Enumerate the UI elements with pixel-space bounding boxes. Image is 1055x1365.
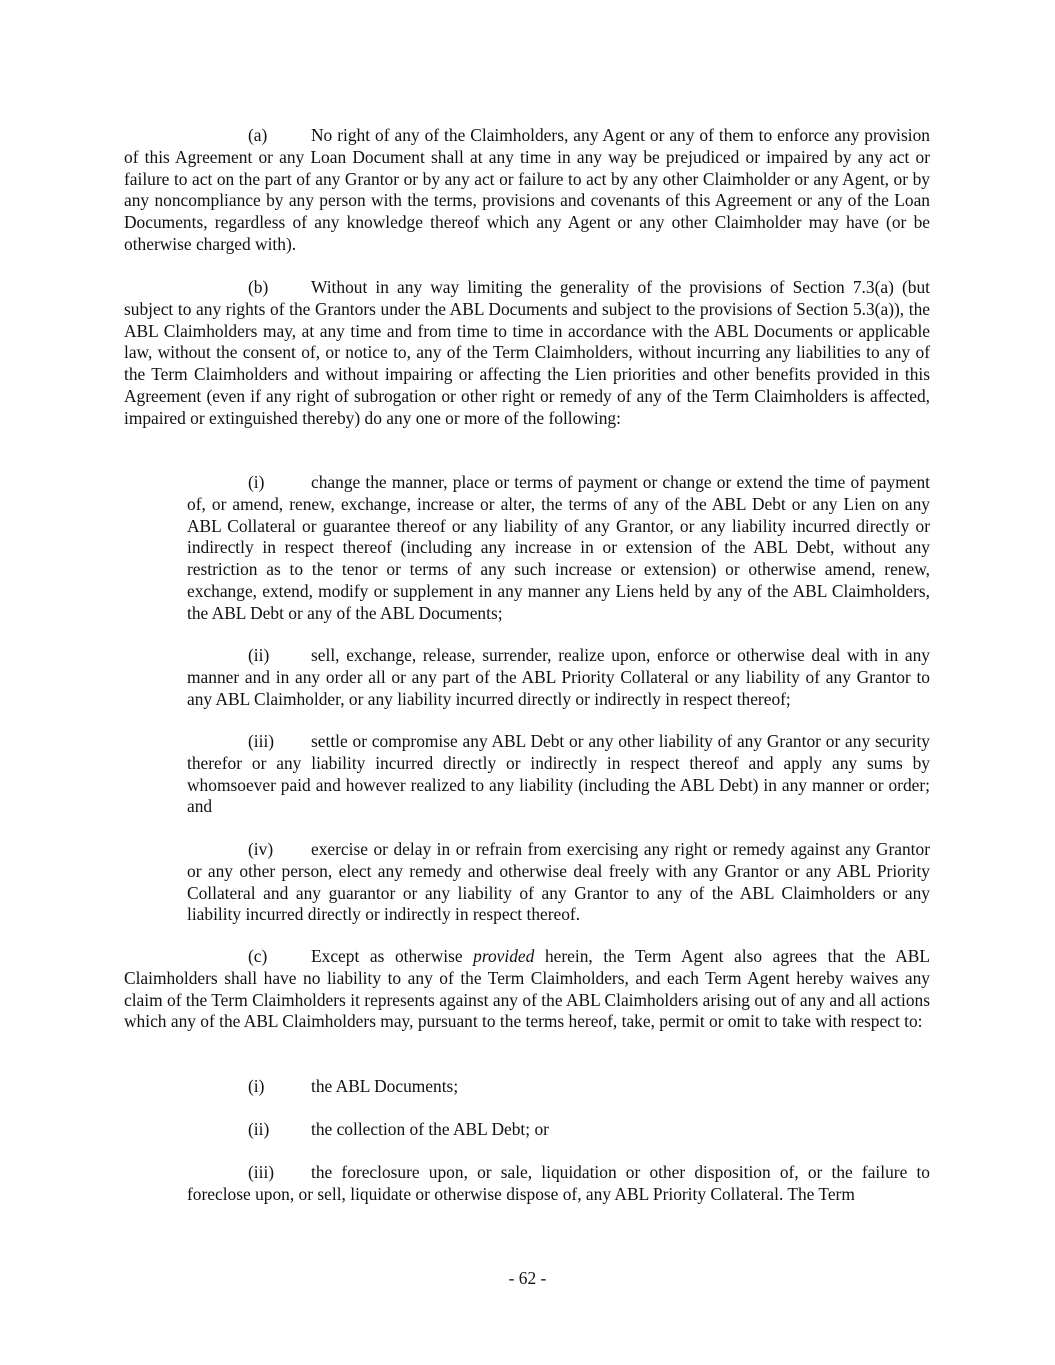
paragraph-c [124,946,930,1033]
paragraph-number: (iii) [248,731,275,751]
paragraph-b-ii [187,645,930,710]
paragraph-number: (a) [248,125,268,145]
paragraph-b-iv [187,839,930,926]
paragraph-number: (i) [248,1076,265,1096]
paragraph-text: the collection of the ABL Debt; or [311,1119,549,1139]
paragraph-text-emphasis: provided [473,946,535,966]
paragraph-number: (c) [248,946,268,966]
paragraph-text: sell, exchange, release, surrender, realize upon, enforce or otherwise deal with in any manner and in any order all or any part of the ABL Priority Collateral or any liability of any Grantor to any ABL Claimholder, or any liability incurred directly or indirectly in respect thereof; [187,645,930,709]
paragraph-a [124,125,930,256]
paragraph-number: (b) [248,277,269,297]
page-number: - 62 - [508,1268,547,1288]
paragraph-text: Without in any way limiting the generality of the provisions of Section 7.3(a) (but subject to any rights of the Grantors under the ABL Documents and subject to the provisions of Section 5.3(a)), the ABL Claimholders may, at any time and from time to time in accordance with the ABL Documents or applicable law, without the consent of, or notice to, any of the Term Claimholders, without incurring any liabilities to any of the Term Claimholders and without impairing or affecting the Lien priorities and other benefits provided in this Agreement (even if any right of subrogation or other right or remedy of any of the Term Claimholders is affected, impaired or extinguished thereby) do any one or more of the following: [124,277,930,428]
paragraph-b-i [187,472,930,625]
paragraph-number: (iii) [248,1162,275,1182]
paragraph-text-post: herein, the Term Agent also agrees that the ABL Claimholders shall have no liability to any of the Term Claimholders, and each Term Agent hereby waives any claim of the Term Claimholders it represents against any of the ABL Claimholders arising out of any and all actions which any of the ABL Claimholders may, pursuant to the terms hereof, take, permit or omit to take with respect to: [124,946,930,1032]
paragraph-b [124,277,930,430]
paragraph-b-iii [187,731,930,818]
paragraph-number: (iv) [248,839,274,859]
paragraph-c-i [248,1076,458,1098]
paragraph-number: (ii) [248,645,270,665]
paragraph-text: exercise or delay in or refrain from exercising any right or remedy against any Grantor or any other person, elect any remedy and otherwise deal freely with any Grantor or any ABL Priority Collateral and any guarantor or any liability of any Grantor to any of the ABL Claimholders or any liability incurred directly or indirectly in respect thereof. [187,839,930,925]
paragraph-c-ii [248,1119,549,1141]
paragraph-text: No right of any of the Claimholders, any Agent or any of them to enforce any provision of this Agreement or any Loan Document shall at any time in any way be prejudiced or impaired by any act or failure to act on the part of any Grantor or by any act or failure to act by any other Claimholder or any Agent, or by any noncompliance by any person with the terms, provisions and covenants of this Agreement or any of the Loan Documents, regardless of any knowledge thereof which any Agent or any other Claimholder may have (or be otherwise charged with). [124,125,930,254]
paragraph-text: change the manner, place or terms of payment or change or extend the time of payment of, or amend, renew, exchange, increase or alter, the terms of any of the ABL Debt or any Lien on any ABL Collateral or guarantee thereof or any liability of any Grantor, or any liability incurred directly or indirectly in respect thereof (including any increase in or extension of the ABL Debt, without any restriction as to the tenor or terms of any such increase or extension) or otherwise amend, renew, exchange, extend, modify or supplement in any manner any Liens held by any of the ABL Claimholders, the ABL Debt or any of the ABL Documents; [187,472,930,623]
paragraph-text: the foreclosure upon, or sale, liquidation or other disposition of, or the failure to foreclose upon, or sell, liquidate or otherwise dispose of, any ABL Priority Collateral. The Term [187,1162,930,1204]
paragraph-text: the ABL Documents; [311,1076,459,1096]
paragraph-c-iii [187,1162,930,1206]
paragraph-text: settle or compromise any ABL Debt or any other liability of any Grantor or any security therefor or any liability incurred directly or indirectly in respect thereof and apply any sums by whomsoever paid and however realized to any liability (including the ABL Debt) in any manner or order; and [187,731,930,817]
paragraph-number: (ii) [248,1119,270,1139]
paragraph-number: (i) [248,472,265,492]
paragraph-text-pre: Except as otherwise [311,946,474,966]
